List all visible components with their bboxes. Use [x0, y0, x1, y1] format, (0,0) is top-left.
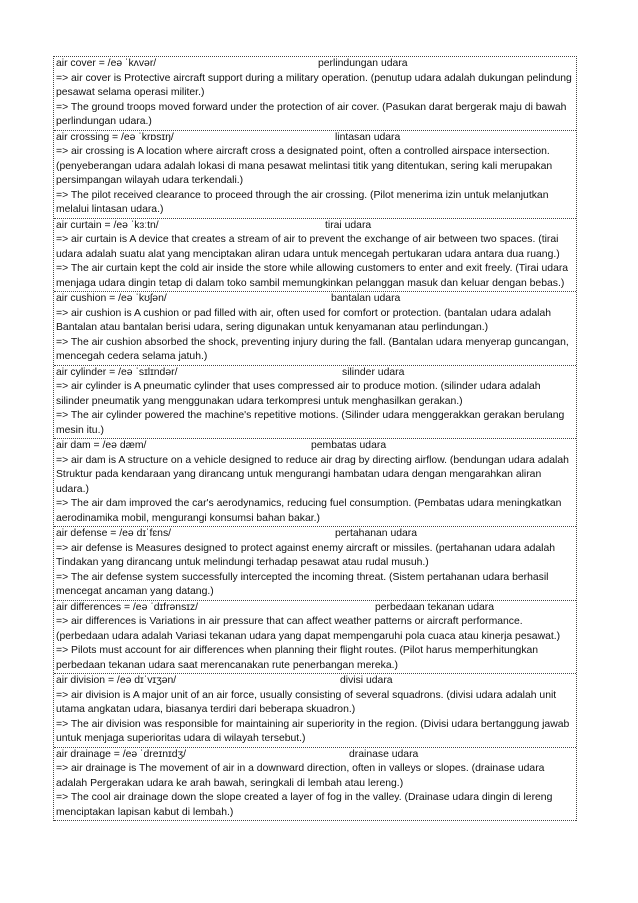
glossary-entry — [54, 366, 576, 440]
entry-header — [55, 748, 576, 763]
entry-definition: => air differences is Variations in air pressure that can affect weather patterns or aircraft performance. (perbedaan udara adalah Variasi tekanan udara yang dapat mempengaruhi pola cuaca atau kinerja pesawat.) — [56, 616, 561, 642]
entry-example: => The cool air drainage down the slope created a layer of fog in the valley. (Drainase udara dingin di lereng menciptakan lapisan kabut di lembah.) — [56, 792, 553, 818]
entry-header — [55, 131, 576, 146]
entry-definition: => air division is A major unit of an air force, usually consisting of several squadrons. (divisi udara adalah unit utama angkatan udara, biasanya terdiri dari beberapa skuadron.) — [56, 689, 557, 715]
entry-header — [55, 601, 576, 616]
entry-term: air differences = /eə ˈdɪfrənsɪz/ — [56, 601, 199, 613]
entry-example: => The air cushion absorbed the shock, preventing injury during the fall. (Bantalan udara menyerap guncangan, mencegah cedera selama jatuh.) — [56, 336, 569, 362]
entry-example: => The air defense system successfully intercepted the incoming threat. (Sistem pertahanan udara berhasil mencegat ancaman yang datang.) — [56, 571, 549, 597]
entry-header — [55, 292, 576, 307]
glossary-entry — [54, 674, 576, 748]
glossary-document — [53, 56, 577, 821]
entry-definition: => air dam is A structure on a vehicle designed to reduce air drag by directing airflow. (bendungan udara adalah Struktur pada kendaraan yang dirancang untuk mengurangi hambatan udara dengan mengarahkan aliran udara.) — [56, 454, 569, 495]
glossary-entry — [54, 748, 576, 822]
entry-translation: silinder udara — [342, 366, 405, 378]
entry-example: => The air dam improved the car's aerodynamics, reducing fuel consumption. (Pembatas udara meningkatkan aerodinamika mobil, mengurangi konsumsi bahan bakar.) — [56, 498, 562, 524]
entry-header — [55, 219, 576, 234]
entry-definition: => air defense is Measures designed to protect against enemy aircraft or missiles. (pertahanan udara adalah Tindakan yang dirancang untuk melindungi terhadap pesawat atau rudal musuh.) — [56, 542, 556, 568]
entry-term: air defense = /eə dɪˈfɛns/ — [56, 528, 172, 539]
entry-term: air cylinder = /eə ˈsɪlɪndər/ — [56, 366, 178, 378]
glossary-entry — [54, 57, 576, 131]
entry-translation: perbedaan tekanan udara — [375, 601, 495, 613]
entry-header — [55, 674, 576, 689]
glossary-entry — [54, 219, 576, 293]
entry-translation: perlindungan udara — [318, 58, 408, 69]
glossary-entry — [54, 527, 576, 601]
entry-example: => Pilots must account for air differences when planning their flight routes. (Pilot harus memperhitungkan perbedaan tekanan udara saat merencanakan rute penerbangan mereka.) — [56, 645, 539, 671]
entry-translation: pembatas udara — [311, 440, 387, 451]
entry-definition: => air curtain is A device that creates a stream of air to prevent the exchange of air between two spaces. (tirai udara adalah suatu alat yang menciptakan aliran udara untuk mencegah pertukaran udara antara dua ruang.) — [56, 234, 560, 260]
entry-translation: drainase udara — [349, 748, 419, 760]
glossary-entry — [54, 439, 576, 527]
entry-term: air cushion = /eə ˈkʊʃən/ — [56, 293, 167, 304]
entry-translation: divisi udara — [340, 675, 393, 686]
entry-term: air cover = /eə ˈkʌvər/ — [56, 58, 157, 69]
entry-definition: => air cylinder is A pneumatic cylinder that uses compressed air to produce motion. (silinder udara adalah silinder pneumatik yang menggunakan udara terkompresi untuk menghasilkan gerakan.) — [56, 381, 541, 407]
glossary-entry — [54, 131, 576, 219]
entry-example: => The air curtain kept the cold air inside the store while allowing customers to enter and exit freely. (Tirai udara menjaga udara dingin tetap di dalam toko sambil memungkinkan pelanggan masuk dan keluar dengan bebas.) — [56, 263, 569, 289]
entry-header — [55, 439, 576, 454]
entry-header — [55, 57, 576, 72]
entry-translation: tirai udara — [325, 219, 372, 231]
entry-translation: lintasan udara — [335, 131, 401, 143]
entry-term: air curtain = /eə ˈkɜːtn/ — [56, 219, 159, 231]
entry-example: => The ground troops moved forward under the protection of air cover. (Pasukan darat bergerak maju di bawah perlindungan udara.) — [56, 101, 567, 127]
glossary-entry — [54, 601, 576, 675]
entry-definition: => air cushion is A cushion or pad filled with air, often used for comfort or protection. (bantalan udara adalah Bantalan atau bantalan berisi udara, sering digunakan untuk kenyamanan atau perlindungan.) — [56, 307, 552, 333]
entry-translation: pertahanan udara — [335, 528, 418, 539]
entry-header — [55, 366, 576, 381]
entry-translation: bantalan udara — [331, 293, 401, 304]
entry-term: air drainage = /eə ˈdreɪnɪdʒ/ — [56, 748, 187, 760]
entry-term: air division = /eə dɪˈvɪʒən/ — [56, 675, 177, 686]
entry-definition: => air drainage is The movement of air in a downward direction, often in valleys or slopes. (drainase udara adalah Pergerakan udara ke arah bawah, seringkali di lembah atau lereng.) — [56, 763, 545, 789]
glossary-entry — [54, 292, 576, 366]
entry-definition: => air cover is Protective aircraft support during a military operation. (penutup udara adalah dukungan pelindung pesawat selama operasi militer.) — [56, 72, 572, 98]
entry-term: air crossing = /eə ˈkrɒsɪŋ/ — [56, 131, 174, 143]
entry-term: air dam = /eə dæm/ — [56, 440, 147, 451]
entry-example: => The air cylinder powered the machine's repetitive motions. (Silinder udara menggerakkan gerakan berulang mesin itu.) — [56, 410, 565, 436]
entry-example: => The air division was responsible for maintaining air superiority in the region. (Divisi udara bertanggung jawab untuk menjaga superioritas udara di wilayah tersebut.) — [56, 718, 570, 744]
entry-definition: => air crossing is A location where aircraft cross a designated point, often a controlled airspace intersection. (penyeberangan udara adalah lokasi di mana pesawat melintasi titik yang ditentukan, sering kali merupakan persimpangan wilayah udara terkendali.) — [56, 146, 553, 186]
entry-example: => The pilot received clearance to proceed through the air crossing. (Pilot menerima izin untuk melanjutkan melalui lintasan udara.) — [56, 189, 549, 215]
entry-header — [55, 527, 576, 542]
